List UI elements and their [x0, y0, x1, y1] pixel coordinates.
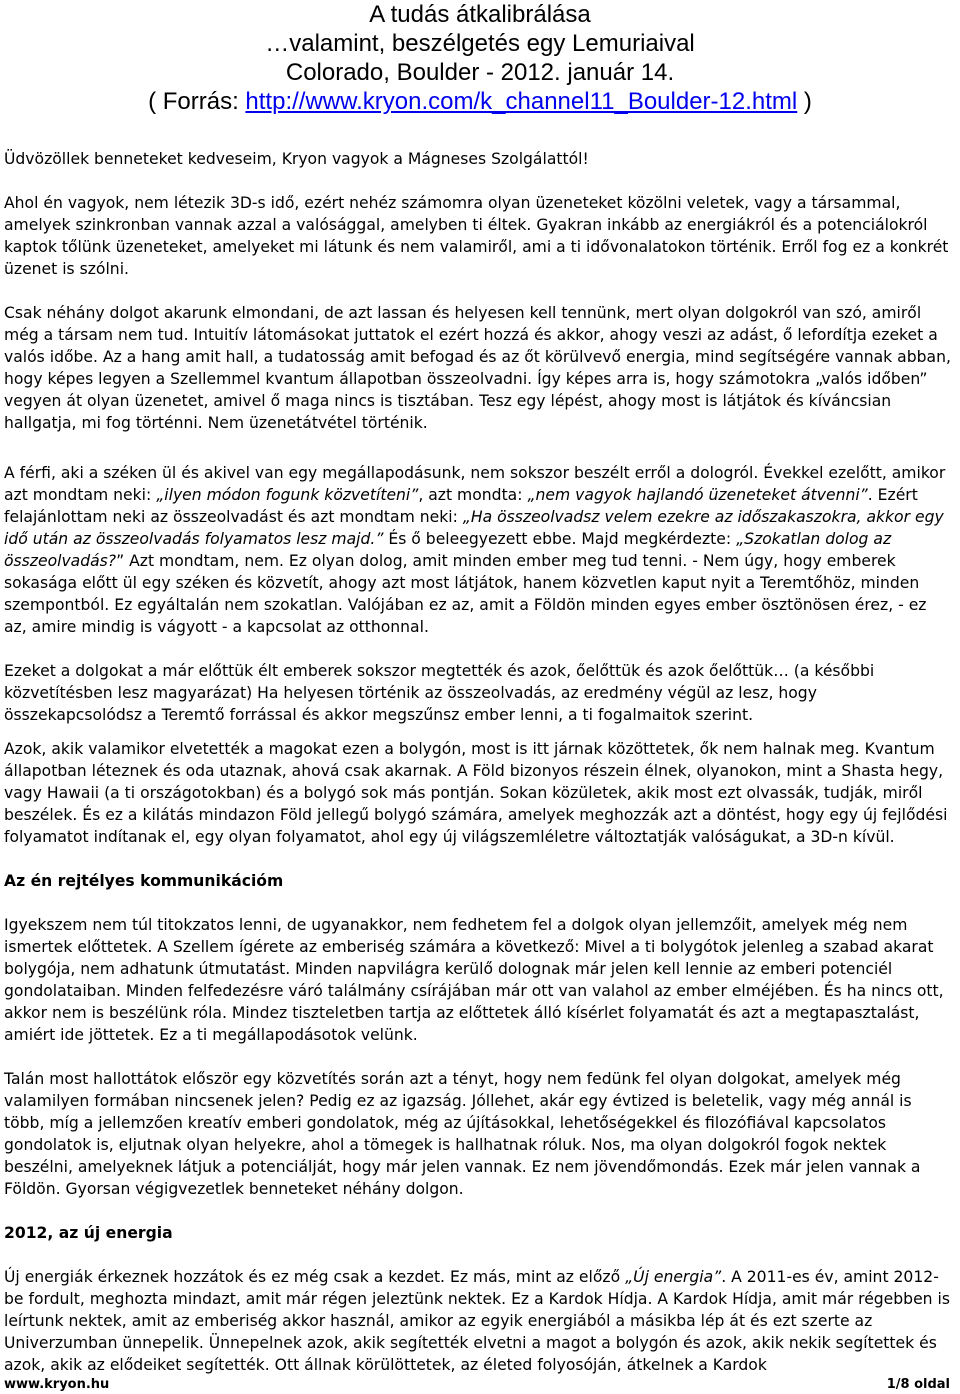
paragraph-3: [4, 462, 954, 638]
paragraph-5: Azok, akik valamikor elvetették a magokat ezen a bolygón, most is itt járnak közöttetek, ők nem halnak meg. Kvantum állapotban léteznek és oda utaznak, ahová csak akarnak. A Föld bizonyos részein élnek, olyanokon, mint a Shasta hegy, vagy Hawaii (a ti országotokban) és a bolygó sok más pontján. Sokan közületek, akik most ezt olvassák, tudják, miről beszélek. És ez a kilátás mindazon Föld jellegű bolygó számára, amelyek meghozzák azt a döntést, hogy egy új fejlődési folyamatot indítanak el, egy olyan folyamatot, ahol egy új világszemléletre változtatják valóságukat, a 3D-n kívül.: [4, 740, 948, 846]
source-suffix: ): [797, 88, 812, 115]
p3-text-a: A férfi, aki a széken ül és akivel van egy megállapodásunk, nem sokszor beszélt erről a dologról. Évekkel ezelőtt, amikor azt mondtam neki:: [4, 464, 946, 504]
source-line: [0, 87, 960, 116]
p3-text-g: És ő beleegyezett ebbe. Majd megkérdezte:: [383, 530, 737, 548]
greeting: Üdvözöllek benneteket kedveseim, Kryon vagyok a Mágneses Szolgálattól!: [4, 150, 589, 168]
source-prefix: ( Forrás:: [148, 88, 246, 115]
p3-quote-4: „Szokatlan dolog az összeolvadás?: [4, 530, 892, 570]
paragraph-1: Ahol én vagyok, nem létezik 3D-s idő, ezért nehéz számomra olyan üzeneteket közölni veletek, vagy a társammal, amelyek szinkronban vannak azzal a valósággal, amelyben ti éltek. Gyakran inkább az energiákról és a potenciálokról kaptok tőlünk üzeneteket, amelyeket mi látunk és nem valamiről, ami a ti idővonalatokon történik. Erről fog ez a konkrét üzenet is szólni.: [4, 194, 949, 278]
p3-text-c: , azt mondta:: [418, 486, 528, 504]
p3-quote-2: „nem vagyok hajlandó üzeneteket átvenni”: [527, 486, 868, 504]
p8-quote: „Új energia”: [625, 1268, 722, 1286]
paragraph-6: Igyekszem nem túl titokzatos lenni, de ugyanakkor, nem fedhetem fel a dolgok olyan jellemzőit, amelyek még nem ismertek előttetek. A Szellem ígérete az emberiség számára a következő: Mivel a ti bolygótok jelenleg a szabad akarat bolygója, nem adhatunk útmutatást. Minden napvilágra kerülő dolognak már jelen kell lennie az emberi potenciél gondolataiban. Minden felfedezésre váró találmány csírájában már ott van valahol az ember elméjében. És ha nincs ott, akkor nem is beszélünk róla. Mindez tiszteletben tartja az előttetek álló kísérlet folyamatát és azt a megtapasztalást, amiért ide jöttetek. Ez a ti megállapodásotok velünk.: [4, 916, 944, 1044]
location-date: Colorado, Boulder - 2012. január 14.: [285, 59, 675, 86]
source-link[interactable]: http://www.kryon.com/k_channel11_Boulder-12.html: [245, 88, 798, 115]
p3-text-e: . Ezért felajánlottam neki az összeolvadást és azt mondtam neki:: [4, 486, 918, 526]
p8-text-a: Új energiák érkeznek hozzátok és ez még csak a kezdet. Ez más, mint az előző: [4, 1268, 626, 1286]
page-footer: [4, 1376, 950, 1394]
p3-text-i: ” Azt mondtam, nem. Ez olyan dolog, amit minden ember meg tud tenni. - Nem úgy, hogy emberek sokasága előtt ül egy széken és közvetít, ahogy azt most látjátok, hanem közvetlen kaput nyit a Teremtőhöz, minden szempontból. Ez egyáltalán nem szokatlan. Valójában ez az, amit a Földön minden egyes ember ösztönösen érez, - ez az, amire mindig is vágyott - a kapcsolat az otthonnal.: [4, 552, 927, 636]
p3-quote-3: „Ha összeolvadsz velem ezekre az időszakaszokra, akkor egy idő után az összeolvadás folyamatos lesz majd.”: [4, 508, 944, 548]
document-body: [4, 148, 954, 1376]
paragraph-8: [4, 1266, 954, 1376]
paragraph-7: Talán most hallottátok először egy közvetítés során azt a tényt, hogy nem fedünk fel olyan dolgokat, amelyek még valamilyen formában nincsenek jelen? Pedig ez az igazság. Jóllehet, akár egy évtized is beletelik, vagy még annál is több, míg a jellemzően kreatív emberi gondolatok, még az újításokkal, lehetőségekkel és filozófiával kapcsolatos gondolatok is, eljutnak olyan helyekre, ahol a tömegek is hallhatnak róluk. Nos, ma olyan dolgokról fogok nektek beszélni, amelyeknek látjuk a potenciálját, hogy már jelen vannak. Ez nem jövendőmondás. Ezek már jelen vannak a Földön. Gyorsan végigvezetlek benneteket néhány dolgon.: [4, 1070, 921, 1198]
document-subtitle: …valamint, beszélgetés egy Lemuriaival: [265, 30, 695, 57]
p3-quote-1: „ilyen módon fogunk közvetíteni”: [156, 486, 419, 504]
p8-text-c: . A 2011-es év, amint 2012-be fordult, meghozta mindazt, amit már régen jeleztünk nektek. Ez a Kardok Hídja. A Kardok Hídja, amit már régebben is leírtunk nektek, amit az emberiség akkor használ, amikor az egyik energiából a másikba lép át és ezt szerte az Univerzumban ünnepelik. Ünnepelnek azok, akik segítették elvetni a magot a bolygón és azok, akik nekik segítettek és azok, akik az elődeiket segítették. Ott állnak körülöttetek, az életed folyosóján, átkelnek a Kardok: [4, 1268, 950, 1374]
section-heading-1: Az én rejtélyes kommunikációm: [4, 872, 284, 890]
page-number: 1/8 oldal: [886, 1377, 950, 1392]
footer-site: www.kryon.hu: [4, 1377, 110, 1392]
section-heading-2: 2012, az új energia: [4, 1224, 173, 1242]
paragraph-2: Csak néhány dolgot akarunk elmondani, de azt lassan és helyesen kell tennünk, mert olyan dolgokról van szó, amiről még a társam nem tud. Intuitív látomásokat juttatok el ezért hozzá és akkor, ahogy veszi az adást, ő lefordítja ezeket a valós időbe. Az a hang amit hall, a tudatosság amit befogad és az őt körülvevő energia, mind segítségére vannak abban, hogy képes legyen a Szellemmel kvantum állapotban összeolvadni. Így képes arra is, hogy számotokra „valós időben” vegyen át olyan üzenetet, amivel ő maga nincs is tisztában. Tesz egy lépést, ahogy most is látjátok és kíváncsian hallgatja, mi fog történni. Nem üzenetátvétel történik.: [4, 304, 951, 432]
document-header: [0, 0, 960, 116]
paragraph-4: Ezeket a dolgokat a már előttük élt emberek sokszor megtették és azok, őelőttük és azok őelőttük… (a későbbi közvetítésben lesz magyarázat) Ha helyesen történik az összeolvadás, az eredmény végül az lesz, hogy összekapcsolódsz a Teremtő forrással és akkor megszűnsz ember lenni, a ti fogalmaitok szerint.: [4, 662, 875, 724]
document-title: A tudás átkalibrálása: [369, 1, 591, 28]
